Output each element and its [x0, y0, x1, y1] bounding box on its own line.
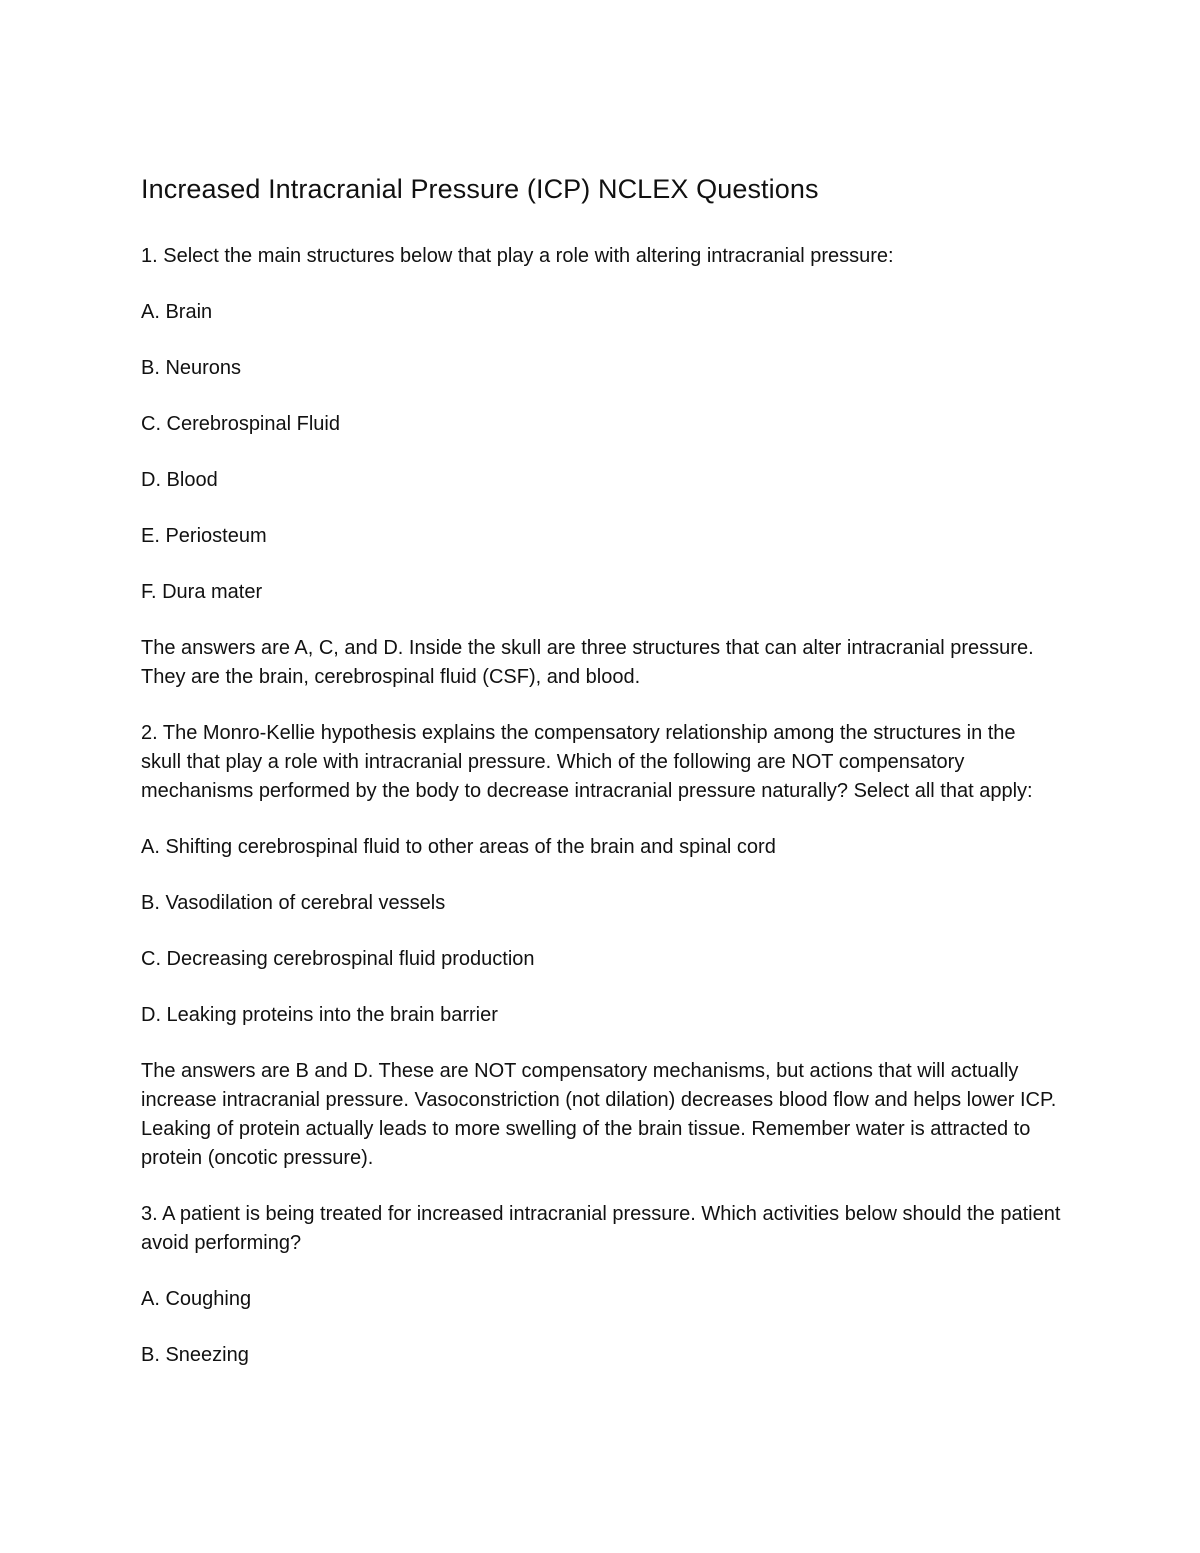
question-3	[141, 1200, 1061, 1370]
question-2-option-b: B. Vasodilation of cerebral vessels	[141, 892, 446, 914]
question-1-option-d: D. Blood	[141, 469, 218, 491]
question-1-option-a: A. Brain	[141, 301, 213, 323]
question-1-option-b: B. Neurons	[141, 357, 242, 379]
question-3-text: 3. A patient is being treated for increased intracranial pressure. Which activities below should the patient avoid performing?	[141, 1203, 1061, 1254]
document-title: Increased Intracranial Pressure (ICP) NCLEX Questions	[141, 174, 819, 204]
question-2	[141, 719, 1061, 1173]
question-1	[141, 242, 1061, 692]
question-2-answer: The answers are B and D. These are NOT compensatory mechanisms, but actions that will actually increase intracranial pressure. Vasoconstriction (not dilation) decreases blood flow and helps lower ICP. Leaking of protein actually leads to more swelling of the brain tissue. Remember water is attracted to protein (oncotic pressure).	[141, 1060, 1057, 1169]
question-1-option-c: C. Cerebrospinal Fluid	[141, 413, 340, 435]
question-2-option-d: D. Leaking proteins into the brain barrier	[141, 1004, 498, 1026]
question-1-text: 1. Select the main structures below that play a role with altering intracranial pressure:	[141, 245, 894, 267]
question-2-option-c: C. Decreasing cerebrospinal fluid production	[141, 948, 535, 970]
question-1-option-e: E. Periosteum	[141, 525, 267, 547]
question-2-text: 2. The Monro-Kellie hypothesis explains the compensatory relationship among the structures in the skull that play a role with intracranial pressure. Which of the following are NOT compensatory mechanisms performed by the body to decrease intracranial pressure naturally? Select all that apply:	[141, 722, 1033, 802]
question-3-option-b: B. Sneezing	[141, 1344, 249, 1366]
question-1-option-f: F. Dura mater	[141, 581, 263, 603]
question-3-option-a: A. Coughing	[141, 1288, 252, 1310]
question-1-answer: The answers are A, C, and D. Inside the skull are three structures that can alter intracranial pressure. They are the brain, cerebrospinal fluid (CSF), and blood.	[141, 637, 1034, 688]
document-page	[141, 170, 1061, 1397]
question-2-option-a: A. Shifting cerebrospinal fluid to other areas of the brain and spinal cord	[141, 836, 776, 858]
